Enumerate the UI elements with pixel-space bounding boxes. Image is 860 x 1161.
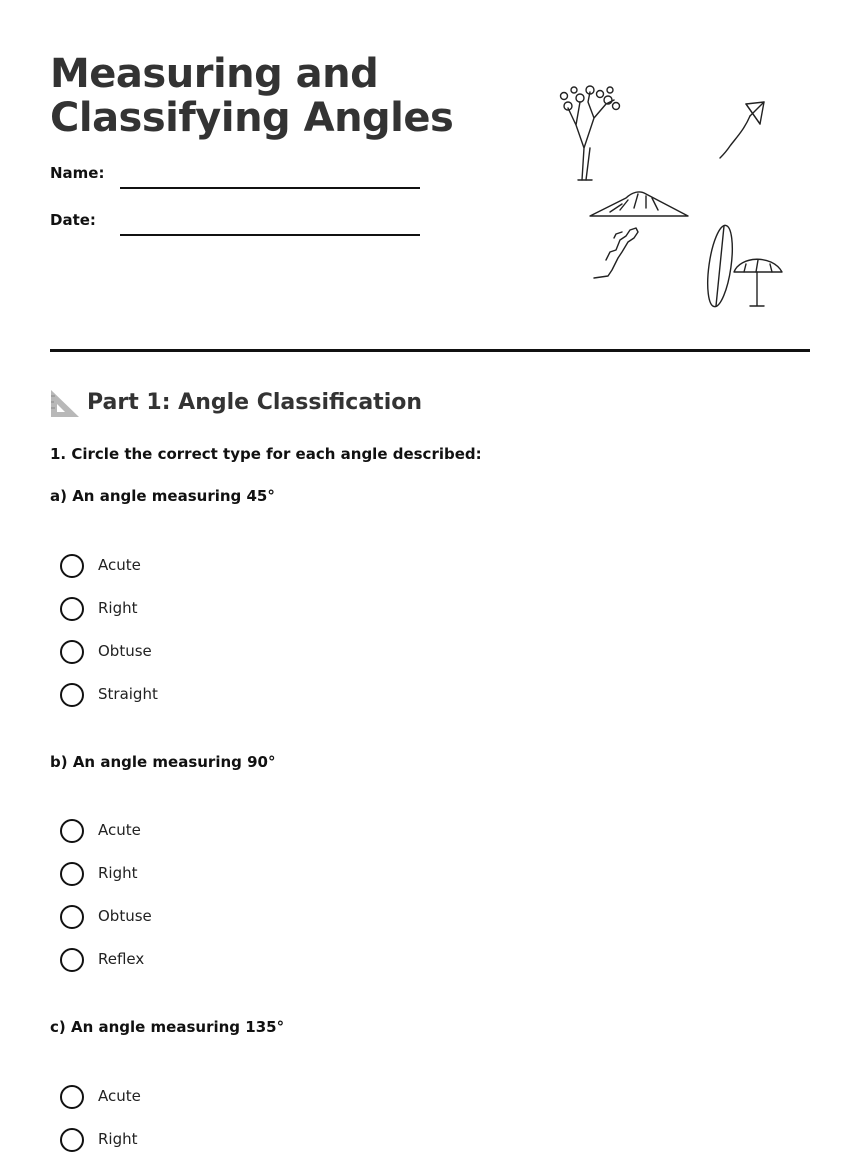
decorative-illustrations	[550, 80, 800, 320]
option-label: Right	[98, 864, 138, 882]
tree-icon	[561, 86, 620, 180]
section-divider	[50, 349, 810, 352]
option-c-right[interactable]	[60, 1128, 360, 1154]
option-c-acute[interactable]	[60, 1085, 360, 1111]
title-line-2: Classifying Angles	[50, 95, 454, 141]
option-a-straight[interactable]	[60, 683, 360, 709]
option-b-right[interactable]	[60, 862, 360, 888]
instruction-text: 1. Circle the correct type for each angle described:	[50, 445, 482, 463]
option-label: Right	[98, 1130, 138, 1148]
option-label: Obtuse	[98, 907, 152, 925]
date-label: Date:	[50, 211, 96, 229]
option-circle[interactable]	[60, 597, 84, 621]
option-circle[interactable]	[60, 819, 84, 843]
option-b-obtuse[interactable]	[60, 905, 360, 931]
kite-icon	[720, 102, 764, 158]
page-title	[50, 52, 520, 140]
option-label: Reflex	[98, 950, 145, 968]
surfboard-icon	[703, 224, 736, 308]
beach-umbrella-icon	[734, 259, 782, 306]
option-label: Acute	[98, 821, 141, 839]
option-circle[interactable]	[60, 1085, 84, 1109]
option-circle[interactable]	[60, 554, 84, 578]
date-field[interactable]	[50, 211, 420, 241]
name-label: Name:	[50, 164, 105, 182]
name-line[interactable]	[120, 187, 420, 189]
question-a: a) An angle measuring 45°	[50, 487, 275, 505]
part1-heading	[50, 388, 550, 420]
question-b: b) An angle measuring 90°	[50, 753, 276, 771]
option-a-right[interactable]	[60, 597, 360, 623]
date-line[interactable]	[120, 234, 420, 236]
option-b-acute[interactable]	[60, 819, 360, 845]
part1-title: Part 1: Angle Classification	[87, 390, 423, 415]
question-c: c) An angle measuring 135°	[50, 1018, 285, 1036]
option-b-reflex[interactable]	[60, 948, 360, 974]
option-label: Right	[98, 599, 138, 617]
option-circle[interactable]	[60, 683, 84, 707]
option-circle[interactable]	[60, 948, 84, 972]
option-label: Obtuse	[98, 642, 152, 660]
option-label: Acute	[98, 556, 141, 574]
option-circle[interactable]	[60, 640, 84, 664]
option-label: Straight	[98, 685, 158, 703]
option-circle[interactable]	[60, 1128, 84, 1152]
title-line-1: Measuring and	[50, 51, 379, 97]
option-circle[interactable]	[60, 862, 84, 886]
set-square-icon	[50, 388, 80, 418]
mountain-icon	[590, 192, 688, 216]
map-icon	[594, 228, 638, 278]
option-label: Acute	[98, 1087, 141, 1105]
option-a-obtuse[interactable]	[60, 640, 360, 666]
option-circle[interactable]	[60, 905, 84, 929]
option-a-acute[interactable]	[60, 554, 360, 580]
name-field[interactable]	[50, 164, 420, 194]
